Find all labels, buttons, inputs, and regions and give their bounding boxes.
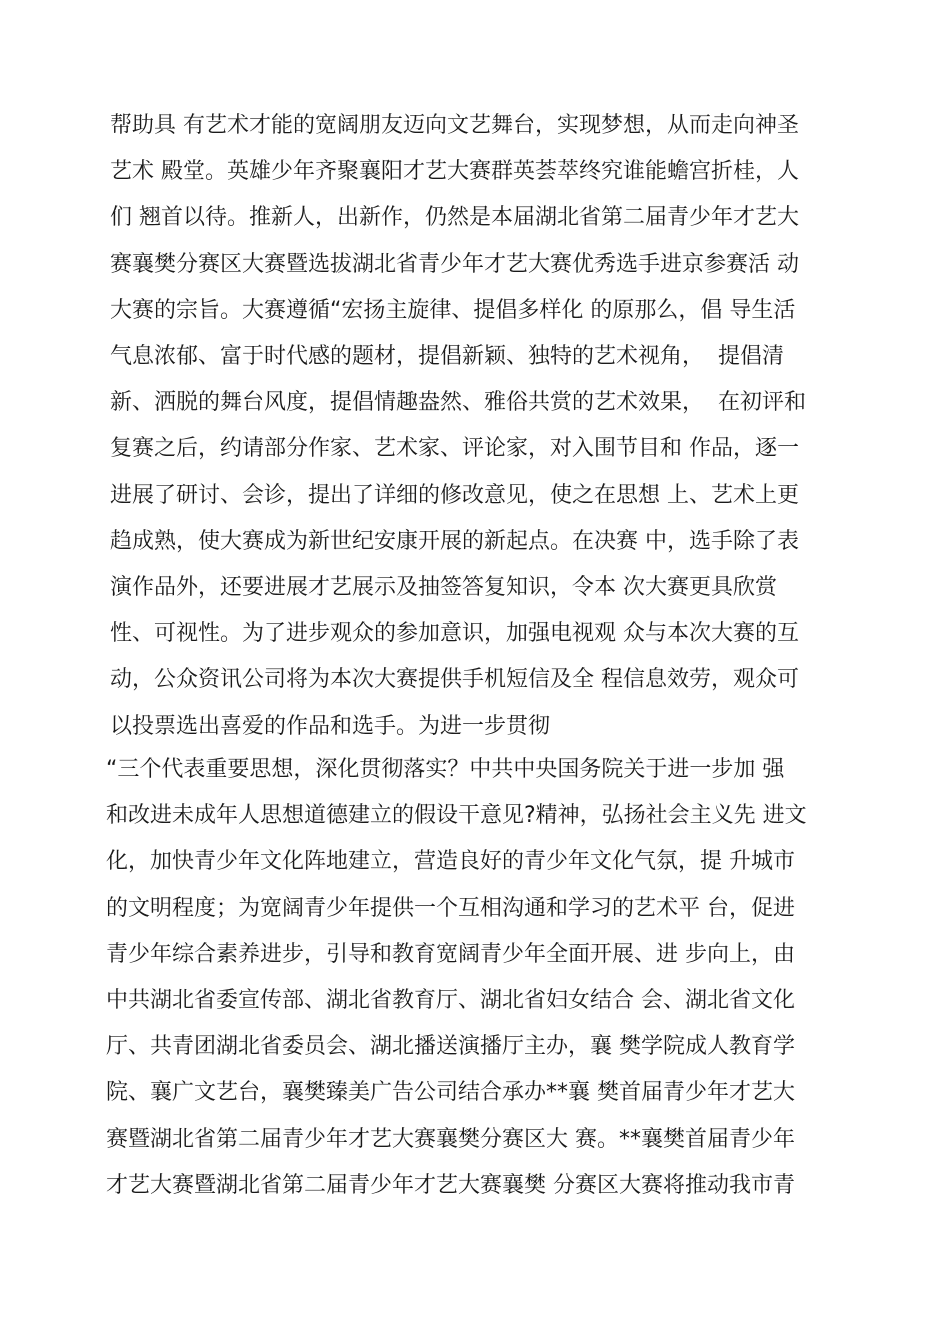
text-line: 复赛之后，约请部分作家、艺术家、评论家，对入围节目和 作品，逐一 xyxy=(110,436,799,462)
text-line: 赛暨湖北省第二届青少年才艺大赛襄樊分赛区大 赛。**襄樊首届青少年 xyxy=(106,1126,795,1152)
text-line: 中共湖北省委宣传部、湖北省教育厅、湖北省妇女结合 会、湖北省文化 xyxy=(106,988,795,1013)
text-line: 青少年综合素养进步，引导和教育宽阔青少年全面开展、进 步向上，由 xyxy=(106,941,795,967)
text-line: 们 翘首以待。推新人，出新作，仍然是本届湖北省第二届青少年才艺大 xyxy=(110,205,799,231)
text-line: 动，公众资讯公司将为本次大赛提供手机短信及全 程信息效劳，观众可 xyxy=(110,667,799,693)
text-line: 和改进未成年人思想道德建立的假设干意见?精神，弘扬社会主义先 进文 xyxy=(106,803,807,829)
text-line: 赛襄樊分赛区大赛暨选拔湖北省青少年才艺大赛优秀选手进京参赛活 动 xyxy=(110,251,799,277)
text-line: 趋成熟，使大赛成为新世纪安康开展的新起点。在决赛 中，选手除了表 xyxy=(110,528,799,554)
text-line: 的文明程度；为宽阔青少年提供一个互相沟通和学习的艺术平 台，促进 xyxy=(106,895,795,921)
text-line: 大赛的宗旨。大赛遵循“宏扬主旋律、提倡多样化 的原那么，倡 导生活 xyxy=(110,297,796,323)
text-line: “三个代表重要思想，深化贯彻落实？中共中央国务院关于进一步加 强 xyxy=(106,757,785,782)
text-line: 演作品外，还要进展才艺展示及抽签答复知识，令本 次大赛更具欣赏 xyxy=(110,575,777,600)
text-line: 厅、共青团湖北省委员会、湖北播送演播厅主办，襄 樊学院成人教育学 xyxy=(106,1034,795,1060)
text-line: 化，加快青少年文化阵地建立，营造良好的青少年文化气氛，提 升城市 xyxy=(106,849,795,875)
text-line: 气息浓郁、富于时代感的题材，提倡新颖、独特的艺术视角， 提倡清 xyxy=(110,344,784,369)
text-line: 艺术 殿堂。英雄少年齐聚襄阳才艺大赛群英荟萃终究谁能蟾宫折桂，人 xyxy=(110,159,799,185)
text-line: 进展了研讨、会诊，提出了详细的修改意见，使之在思想 上、艺术上更 xyxy=(110,482,799,508)
text-line: 帮助具 有艺术才能的宽阔朋友迈向文艺舞台，实现梦想，从而走向神圣 xyxy=(110,113,799,138)
text-line: 以投票选出喜爱的作品和选手。为进一步贯彻 xyxy=(110,713,551,739)
text-line: 才艺大赛暨湖北省第二届青少年才艺大赛襄樊 分赛区大赛将推动我市青 xyxy=(106,1172,795,1198)
text-line: 院、襄广文艺台，襄樊臻美广告公司结合承办**襄 樊首届青少年才艺大 xyxy=(106,1080,795,1106)
text-line: 性、可视性。为了进步观众的参加意识，加强电视观 众与本次大赛的互 xyxy=(110,621,799,647)
text-line: 新、洒脱的舞台风度，提倡情趣盎然、雅俗共赏的艺术效果， 在初评和 xyxy=(110,390,806,416)
